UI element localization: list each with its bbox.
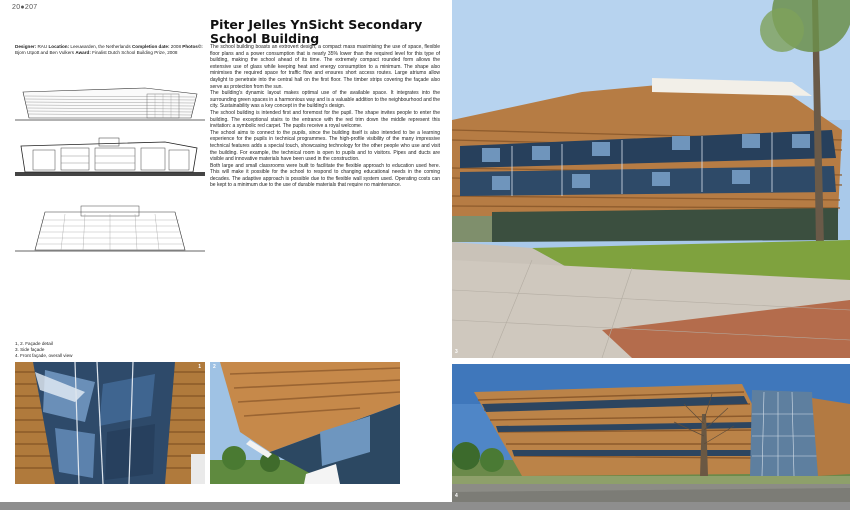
designer-label: Designer: [15, 44, 37, 49]
designer-value: RAU [37, 44, 48, 49]
viewer-bottom-bar [0, 502, 850, 510]
section-drawing [15, 136, 205, 178]
photo-number: 4 [455, 493, 458, 499]
paragraph: The school building boasts an extrovert design, a compact mass maximising the use of space, flexible floor plans and a power consumption that is nearly 35% lower than the required level for this type of building, making the school ahead of its time. The extremely compact rounded form allows the extensive use of glass while keeping heat and energy consumption to a minimum. The shape also minimises the required space for traffic flow and ensures short access routes. Large atriums allow daylight to penetrate into the central hall on the first floor. The timber strips covering the façade also serve as protection from the sun. [210, 44, 440, 90]
photo-side-facade [452, 0, 850, 358]
elevation-drawing-side [15, 204, 205, 254]
page-number: 20●207 [12, 4, 38, 11]
page-title: Piter Jelles YnSicht Secondary School Building [210, 17, 423, 46]
photo-cantilever-detail [210, 362, 400, 484]
paragraph: The school building is intended first and foremost for the pupil. The shape invites people to enter the building. The exceptional stairs to the entrance with the red trim down the middle represent this invitation: a symbolic red carpet. The pupils receive a royal welcome. [210, 109, 440, 130]
award-label: Award: [75, 50, 91, 56]
completion-value: 2008 [170, 44, 182, 49]
award-value: Finalist Dutch School Building Prize, 2008 [92, 50, 178, 56]
photo-number: 2 [213, 364, 216, 370]
paragraph: The building's dynamic layout makes optimal use of the available space. It integrates into the surrounding green spaces in a harmonious way and is a valuable addition to the neighbourhood and the city. Sustainability was a key concept in the building's design. [210, 90, 440, 110]
photo-label: Photos©: [182, 44, 203, 49]
photo-captions [15, 341, 72, 359]
location-label: Location: [48, 44, 70, 49]
article-body [210, 44, 440, 189]
completion-label: Completion date: [131, 44, 170, 49]
photo-number: 1 [198, 364, 201, 370]
caption: 3. Side façade [15, 347, 45, 352]
paragraph: The school aims to connect to the pupils, since the building itself is also intended to be a learning experience for the pupils in technical programmes. The high-profile visibility of the many impressive technical features adds a special touch, showcasing technology for the other people who use and visit the building. For example, the technical room is open to pupils and to visitors. Pipes and ducts are visible and innovative materials have been used in the construction. [210, 129, 440, 163]
caption: 4. Front façade, overall view [15, 353, 73, 358]
photo-facade-detail-glass [15, 362, 205, 484]
photo-value: Bjorn Utpott and Ben Vulkers [15, 50, 75, 56]
location-value: Leeuwarden, the Netherlands [70, 44, 131, 49]
project-credits [15, 44, 205, 56]
elevation-drawing-front [15, 84, 205, 124]
caption: 1, 2. Façade detail [15, 341, 53, 346]
paragraph: Both large and small classrooms were built to facilitate the flexible approach to education used here. This will make it possible for the school to respond to changing educational needs in the coming decades. The adaptive approach is possible due to the flexible wall system used. Operating costs can be kept to a minimum due to the use of durable materials that require no maintenance. [210, 162, 440, 189]
photo-front-facade-overall [452, 364, 850, 502]
photo-number: 3 [455, 349, 458, 355]
